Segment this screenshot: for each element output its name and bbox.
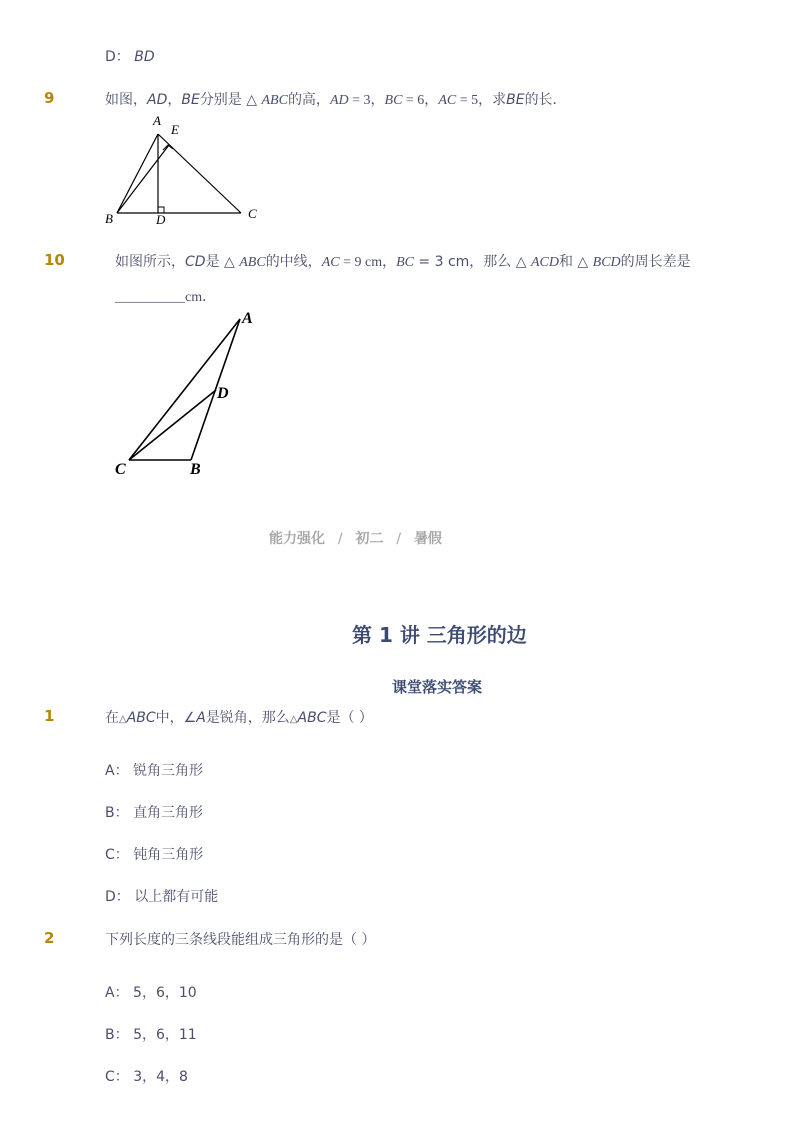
footer-subject: 能力强化 <box>269 531 325 547</box>
math-segment: BC <box>384 93 403 108</box>
text-segment: 在 <box>105 710 119 726</box>
option-a[interactable] <box>105 760 203 780</box>
text-segment: 是 △ <box>205 254 240 270</box>
option-value: BD <box>134 49 155 65</box>
math-segment: ABC <box>126 710 156 726</box>
text-segment: = 3 cm，那么 △ <box>413 254 531 270</box>
section-title: 课堂落实答案 <box>392 678 483 696</box>
math-segment: ABC <box>239 255 266 270</box>
footer-grade: 初二 <box>355 531 384 547</box>
option-d[interactable] <box>105 886 218 906</box>
option-b[interactable] <box>105 1024 197 1044</box>
text-segment: 分别是 △ <box>199 92 262 108</box>
option-text: 5，6，11 <box>133 1027 197 1043</box>
option-letter: A： <box>105 985 129 1001</box>
math-segment: BE <box>181 92 200 108</box>
triangle-symbol: △ <box>119 714 127 725</box>
text-segment: 中，∠ <box>155 710 197 726</box>
altitude-be <box>117 145 169 213</box>
option-letter: D： <box>105 49 130 65</box>
math-segment: BE <box>506 92 525 108</box>
label-d: D <box>217 385 229 402</box>
option-text: 直角三角形 <box>133 805 204 821</box>
question-2-text: 下列长度的三条线段能组成三角形的是（ ） <box>105 932 376 948</box>
text-segment: = 3， <box>348 93 385 108</box>
question-number-2: 2 <box>44 929 55 947</box>
option-text: 锐角三角形 <box>133 763 204 779</box>
text-segment: 是（ ） <box>326 710 373 726</box>
label-c: C <box>248 206 257 221</box>
math-segment: AD <box>147 92 168 108</box>
option-text: 以上都有可能 <box>134 889 219 905</box>
text-segment: = 9 cm， <box>339 255 397 270</box>
triangle-symbol: △ <box>289 714 298 725</box>
label-b: B <box>105 211 113 226</box>
prev-option-d <box>105 46 155 66</box>
math-segment: ACD <box>530 255 559 270</box>
text-segment: 如图所示， <box>115 254 185 270</box>
question-number-1: 1 <box>44 707 55 725</box>
question-1-text <box>105 707 373 727</box>
option-text: 5，6，10 <box>133 985 197 1001</box>
page-footer <box>269 528 442 548</box>
math-segment: A <box>196 710 206 726</box>
label-e: E <box>171 122 179 137</box>
math-segment: CD <box>185 254 206 270</box>
math-segment: AC <box>438 93 457 108</box>
math-segment: BCD <box>592 255 621 270</box>
option-letter: B： <box>105 805 129 821</box>
option-text: 3，4，8 <box>133 1069 188 1085</box>
option-text: 钝角三角形 <box>133 847 204 863</box>
text-segment: 的周长差是 <box>620 254 691 270</box>
label-a: A <box>242 310 253 327</box>
text-segment: 的长． <box>524 92 567 108</box>
footer-term: 暑假 <box>413 531 442 547</box>
math-segment: ABC <box>297 710 327 726</box>
math-segment: AD <box>329 93 349 108</box>
question-number-10: 10 <box>44 251 65 269</box>
text-segment: 和 △ <box>558 254 593 270</box>
lesson-title: 第 1 讲 三角形的边 <box>352 623 527 647</box>
text-segment: 的中线， <box>265 254 322 270</box>
option-b[interactable] <box>105 802 203 822</box>
label-a: A <box>153 113 161 128</box>
footer-separator: / <box>396 531 402 547</box>
math-segment: BC <box>396 255 414 270</box>
text-segment: ， <box>167 92 182 108</box>
question-number-9: 9 <box>44 89 55 107</box>
text-segment: 如图， <box>105 92 147 108</box>
text-segment: 的高， <box>287 92 330 108</box>
footer-separator: / <box>337 531 343 547</box>
text-segment: = 5，求 <box>456 93 507 108</box>
option-letter: B： <box>105 1027 129 1043</box>
option-letter: C： <box>105 847 129 863</box>
question-10-text <box>115 251 691 271</box>
question-9-text <box>105 89 567 109</box>
text-segment: 是锐角，那么 <box>205 710 290 726</box>
option-c[interactable] <box>105 1066 188 1086</box>
segment-ab <box>117 134 158 213</box>
label-d: D <box>156 212 166 227</box>
math-segment: AC <box>321 255 340 270</box>
question-10-figure <box>108 305 268 485</box>
answer-blank: __________cm． <box>115 290 217 305</box>
option-letter: C： <box>105 1069 129 1085</box>
question-9-figure <box>100 110 270 230</box>
label-b: B <box>190 461 201 478</box>
option-letter: A： <box>105 763 129 779</box>
label-c: C <box>115 461 126 478</box>
option-letter: D： <box>105 889 130 905</box>
math-segment: ABC <box>261 93 288 108</box>
option-c[interactable] <box>105 844 203 864</box>
option-a[interactable] <box>105 982 197 1002</box>
segment-ac <box>158 134 241 213</box>
text-segment: = 6， <box>402 93 439 108</box>
